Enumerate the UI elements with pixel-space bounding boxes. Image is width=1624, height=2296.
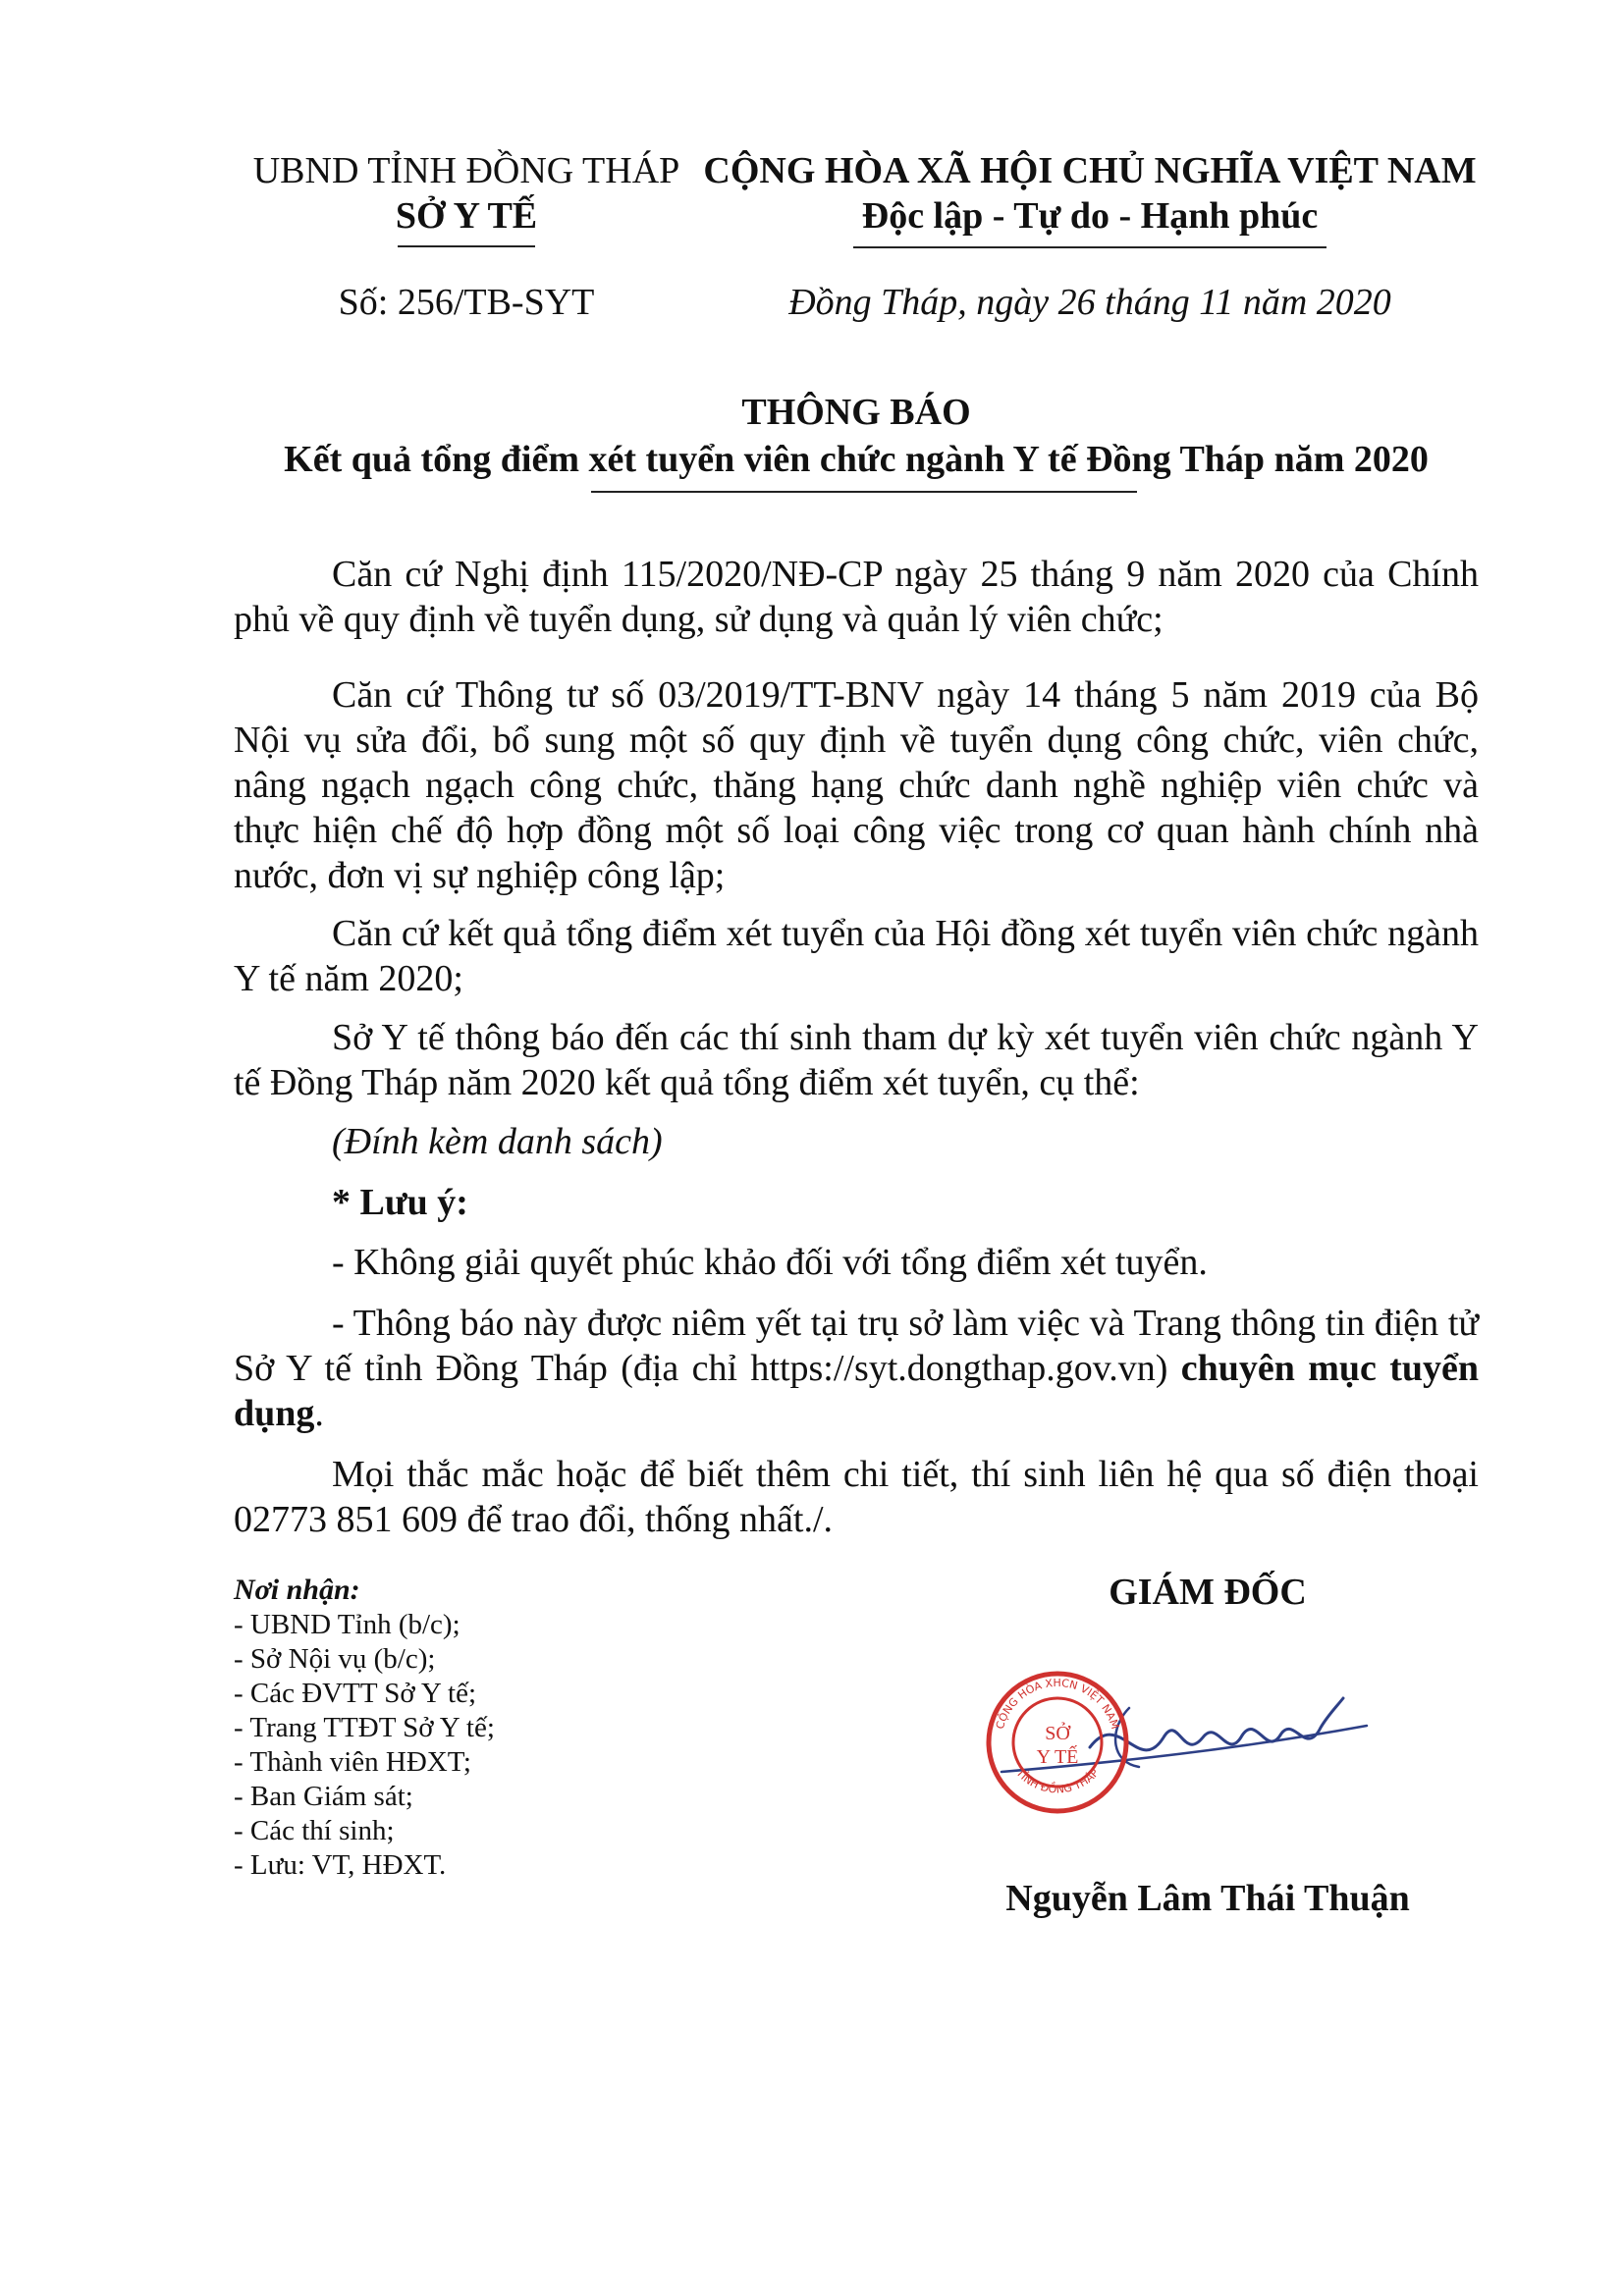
note-item-no-appeal: - Không giải quyết phúc khảo đối với tổng điểm xét tuyển. bbox=[332, 1242, 1208, 1283]
recipient-item: - UBND Tỉnh (b/c); bbox=[234, 1609, 460, 1640]
recipient-item: - Các ĐVTT Sở Y tế; bbox=[234, 1678, 477, 1709]
recipient-item: - Trang TTĐT Sở Y tế; bbox=[234, 1712, 495, 1743]
seal-ring-text-bottom: TỈNH ĐỒNG THÁP bbox=[1013, 1766, 1102, 1796]
note-item-publication bbox=[234, 1301, 1479, 1436]
seal-center-text-bottom: Y TẾ bbox=[1036, 1746, 1079, 1768]
paragraph-legal-basis-3 bbox=[234, 911, 1479, 1001]
national-title: CỘNG HÒA XÃ HỘI CHỦ NGHĨA VIỆT NAM bbox=[703, 150, 1477, 191]
issuing-authority: UBND TỈNH ĐỒNG THÁP bbox=[252, 150, 680, 191]
paragraph-contact bbox=[234, 1452, 1479, 1542]
paragraph-text: Sở Y tế thông báo đến các thí sinh tham dự kỳ xét tuyển viên chức ngành Y tế Đồng Tháp năm 2020 kết quả tổng điểm xét tuyển, cụ thể: bbox=[234, 1017, 1479, 1103]
note-label: * Lưu ý: bbox=[332, 1182, 468, 1223]
recipient-item: - Ban Giám sát; bbox=[234, 1781, 413, 1812]
recipient-item: - Lưu: VT, HĐXT. bbox=[234, 1849, 447, 1881]
recipient-item: - Các thí sinh; bbox=[234, 1815, 395, 1846]
signer-name: Nguyễn Lâm Thái Thuận bbox=[1005, 1878, 1410, 1919]
recruitment-section-name: chuyên mục tuyển dụng bbox=[234, 1348, 1480, 1434]
recipients-block bbox=[234, 1573, 495, 1883]
note-text: - Thông báo này được niêm yết tại trụ sở làm việc và Trang thông tin điện tử Sở Y tế tỉnh Đồng Tháp (địa chỉ https://syt.dongthap.gov.vn) bbox=[234, 1303, 1479, 1389]
recipients-label: Nơi nhận: bbox=[234, 1574, 360, 1606]
signer-position: GIÁM ĐỐC bbox=[1109, 1572, 1307, 1613]
national-motto: Độc lập - Tự do - Hạnh phúc bbox=[861, 195, 1319, 237]
paragraph-text: Mọi thắc mắc hoặc để biết thêm chi tiết, thí sinh liên hệ qua số điện thoại 02773 851 609 để trao đổi, thống nhất./. bbox=[234, 1454, 1479, 1540]
official-seal-stamp bbox=[984, 1669, 1131, 1816]
recipient-item: - Thành viên HĐXT; bbox=[234, 1746, 471, 1778]
paragraph-text: Căn cứ Thông tư số 03/2019/TT-BNV ngày 14 tháng 5 năm 2019 của Bộ Nội vụ sửa đổi, bổ sung một số quy định về tuyển dụng công chức, viên chức, nâng ngạch ngạch công chức, thăng hạng chức danh nghề nghiệp viên chức và thực hiện chế độ hợp đồng một số loại công việc trong cơ quan hành chính nhà nước, đơn vị sự nghiệp công lập; bbox=[234, 674, 1479, 896]
paragraph-legal-basis-2 bbox=[234, 672, 1479, 898]
attachment-note: (Đính kèm danh sách) bbox=[332, 1121, 663, 1162]
seal-ring-text-top: CỘNG HÒA XHCN VIỆT NAM bbox=[993, 1676, 1122, 1732]
document-number: Số: 256/TB-SYT bbox=[338, 282, 595, 323]
place-and-date: Đồng Tháp, ngày 26 tháng 11 năm 2020 bbox=[788, 282, 1391, 323]
department-underline bbox=[398, 245, 535, 247]
paragraph-announcement bbox=[234, 1015, 1479, 1105]
paragraph-text: Căn cứ Nghị định 115/2020/NĐ-CP ngày 25 tháng 9 năm 2020 của Chính phủ về quy định về tuyển dụng, sử dụng và quản lý viên chức; bbox=[234, 554, 1479, 640]
note-text-end: . bbox=[314, 1393, 324, 1434]
paragraph-legal-basis-1 bbox=[234, 552, 1479, 642]
recipient-item: - Sở Nội vụ (b/c); bbox=[234, 1643, 436, 1675]
document-subtitle: Kết quả tổng điểm xét tuyển viên chức ngành Y tế Đồng Tháp năm 2020 bbox=[284, 439, 1429, 480]
seal-center-text-top: SỞ bbox=[1045, 1723, 1070, 1744]
subtitle-underline bbox=[591, 491, 1137, 493]
motto-underline bbox=[853, 246, 1326, 248]
document-heading: THÔNG BÁO bbox=[741, 392, 971, 433]
issuing-department: SỞ Y TẾ bbox=[395, 195, 538, 237]
paragraph-text: Căn cứ kết quả tổng điểm xét tuyển của Hội đồng xét tuyển viên chức ngành Y tế năm 2020; bbox=[234, 913, 1479, 999]
